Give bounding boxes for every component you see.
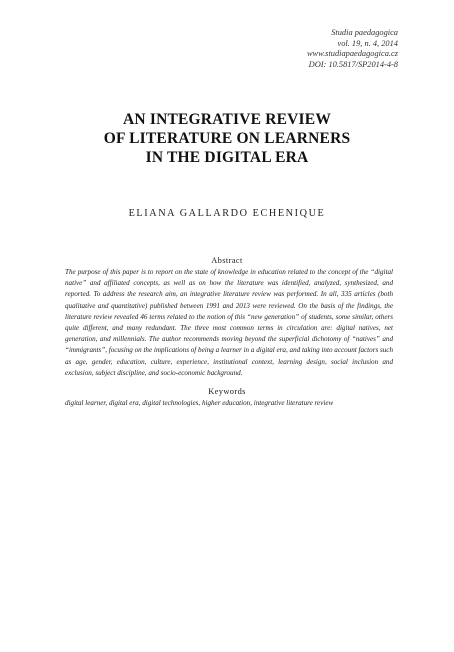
journal-volume: vol. 19, n. 4, 2014 [337,38,398,48]
journal-website: www.studiapaedagogica.cz [306,49,398,59]
title-line: IN THE DIGITAL ERA [145,149,309,166]
journal-doi: DOI: 10.5817/SP2014-4-8 [308,59,398,69]
abstract-text: The purpose of this paper is to report on the state of knowledge in education related to the concept of the “digital native” and affiliated concepts, as well as on how the literature was identified, analyzed, synthesized, and reported. To address the research aim, an integrative literature review was performed. In all, 335 articles (both qualitative and quantitative) published between 1991 and 2013 were reviewed. On the basis of the findings, the literature review revealed 46 terms related to the notion of this “new generation” of students, some similar, others quite different, and many redundant. The three most common terms in circulation are: digital natives, net generation, and millennials. The author recommends moving beyond the superficial dichotomy of “natives” and “immigrants”, focusing on the implications of being a learner in a digital era, and taking into account factors such as age, gender, education, culture, experience, institutional context, learning design, social inclusion and exclusion, subject discipline, and socio-economic background. [65,268,393,377]
title-line: AN INTEGRATIVE REVIEW [122,111,332,128]
journal-info [307,28,398,70]
keywords-text: digital learner, digital era, digital technologies, higher education, integrative literature review [65,399,334,407]
article-title [40,110,414,167]
author-name: ELIANA GALLARDO ECHENIQUE [128,208,326,219]
title-line: OF LITERATURE ON LEARNERS [103,130,351,147]
abstract-heading: Abstract [211,256,243,265]
keywords-heading: Keywords [208,387,246,396]
journal-name: Studia paedagogica [331,28,398,37]
